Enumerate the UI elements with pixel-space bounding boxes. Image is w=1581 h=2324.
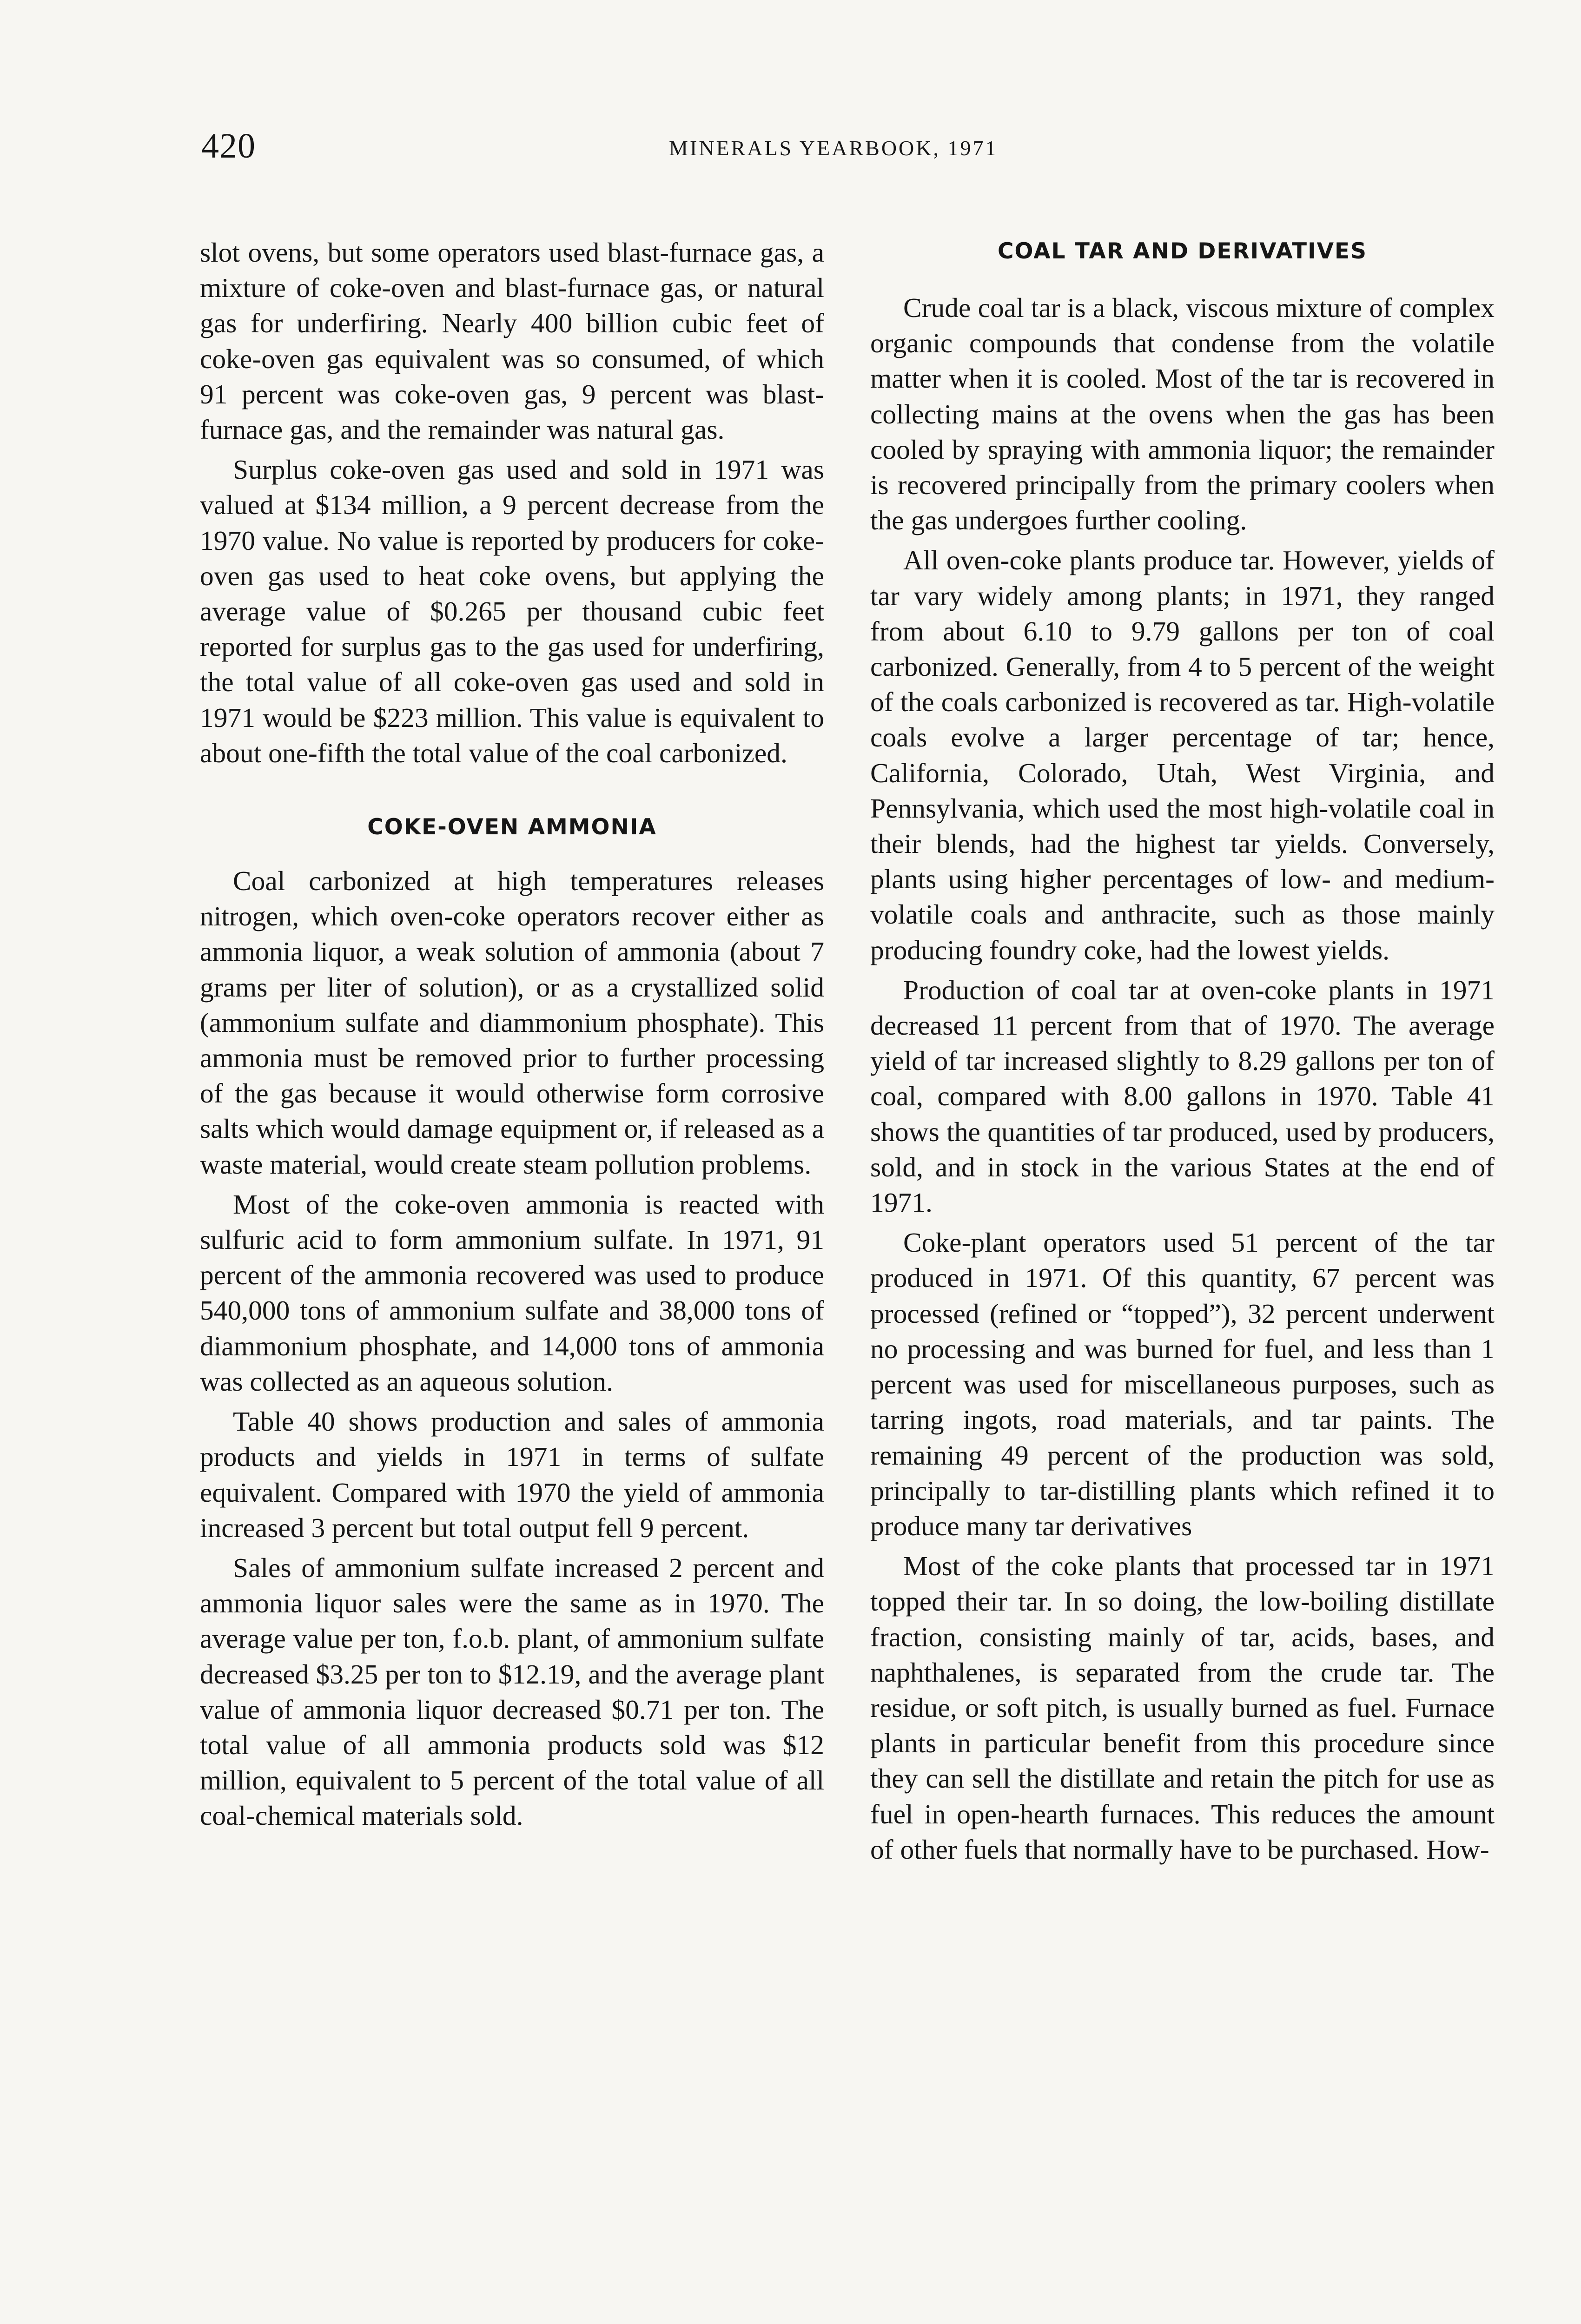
left-column — [200, 235, 824, 1834]
paragraph-ammonia-recovery: Coal carbonized at high temperatures releases nitrogen, which oven-coke operators recover either as ammonia liquor, a weak solution of ammonia (about 7 grams per liter of solution), or as a crystallized solid (ammonium sulfate and diammonium phosphate). This ammonia must be removed prior to further processing of the gas because it would otherwise form corrosive salts which would damage equipment or, if released as a waste material, would create steam pollution problems. — [200, 865, 824, 1180]
paragraph-surplus-gas-value: Surplus coke-oven gas used and sold in 1971 was valued at $134 million, a 9 percent decrease from the 1970 value. No value is reported by producers for coke-oven gas used to heat coke ovens, but applying the average value of $0.265 per thousand cubic feet reported for surplus gas to the gas used for underfiring, the total value of all coke-oven gas used and sold in 1971 would be $223 million. This value is equivalent to about one-fifth the total value of the coal carbonized. — [200, 454, 824, 768]
paragraph-ammonia-sales: Sales of ammonium sulfate increased 2 percent and ammonia liquor sales were the same as in 1970. The average value per ton, f.o.b. plant, of ammonium sulfate decreased $3.25 per ton to $12.19, and the average plant value of ammonia liquor decreased $0.71 per ton. The total value of all ammonia products sold was $12 million, equivalent to 5 percent of the total value of all coal-chemical materials sold. — [200, 1552, 824, 1831]
paragraph-tar-usage: Coke-plant operators used 51 percent of the tar produced in 1971. Of this quantity, 67 percent was processed (refined or “topped”), 32 percent underwent no processing and was burned for fuel, and less than 1 percent was used for miscellaneous purposes, such as tarring ingots, road materials, and tar paints. The remaining 49 percent of the production was sold, principally to tar-distilling plants which refined it to produce many tar derivatives — [870, 1227, 1495, 1541]
paragraph-tar-production: Production of coal tar at oven-coke plants in 1971 decreased 11 percent from that of 1970. The average yield of tar increased slightly to 8.29 gallons per ton of coal, compared with 8.00 gallons in 1970. Table 41 shows the quantities of tar produced, used by producers, sold, and in stock in the various States at the end of 1971. — [870, 974, 1495, 1218]
running-head: MINERALS YEARBOOK, 1971 — [669, 136, 998, 160]
paragraph-tar-yields: All oven-coke plants produce tar. However, yields of tar vary widely among plants; in 1971, they ranged from about 6.10 to 9.79 gallons per ton of coal carbonized. Generally, from 4 to 5 percent of the weight of the coals carbonized is recovered as tar. High-volatile coals evolve a larger percentage of tar; hence, California, Colorado, Utah, West Virginia, and Pennsylvania, which used the most high-volatile coal in their blends, had the highest tar yields. Conversely, plants using higher percentages of low- and medium-volatile coals and anthracite, such as those mainly producing foundry coke, had the lowest yields. — [870, 545, 1495, 965]
paragraph-table-40: Table 40 shows production and sales of ammonia products and yields in 1971 in terms of sulfate equivalent. Compared with 1970 the yield of ammonia increased 3 percent but total output fell 9 percent. — [200, 1406, 824, 1543]
page-number: 420 — [201, 126, 256, 165]
section-heading-coal-tar-and-derivatives: COAL TAR AND DERIVATIVES — [998, 238, 1367, 264]
paragraph-ammonium-sulfate: Most of the coke-oven ammonia is reacted with sulfuric acid to form ammonium sulfate. In 1971, 91 percent of the ammonia recovered was used to produce 540,000 tons of ammonium sulfate and 38,000 tons of diammonium phosphate, and 14,000 tons of ammonia was collected as an aqueous solution. — [200, 1188, 824, 1397]
paragraph-tar-topping: Most of the coke plants that processed tar in 1971 topped their tar. In so doing, the low-boiling distillate fraction, consisting mainly of tar, acids, bases, and naphthalenes, is separated from the crude tar. The residue, or soft pitch, is usually burned as fuel. Furnace plants in particular benefit from this procedure since they can sell the distillate and retain the pitch for use as fuel in open-hearth furnaces. This reduces the amount of other fuels that normally have to be purchased. How- — [870, 1551, 1495, 1865]
paragraph-continued-underfiring: slot ovens, but some operators used blast-furnace gas, a mixture of coke-oven and blast-furnace gas, or natural gas for underfiring. Nearly 400 billion cubic feet of coke-oven gas equivalent was so consumed, of which 91 percent was coke-oven gas, 9 percent was blast-furnace gas, and the remainder was natural gas. — [200, 237, 824, 445]
page-header — [201, 128, 1051, 184]
section-heading-coke-oven-ammonia: COKE-OVEN AMMONIA — [367, 814, 657, 840]
paragraph-crude-coal-tar: Crude coal tar is a black, viscous mixture of complex organic compounds that condense from the volatile matter when it is cooled. Most of the tar is recovered in collecting mains at the ovens when the gas has been cooled by spraying with ammonia liquor; the remainder is recovered principally from the primary coolers when the gas undergoes further cooling. — [870, 292, 1495, 536]
right-column — [870, 235, 1495, 1867]
